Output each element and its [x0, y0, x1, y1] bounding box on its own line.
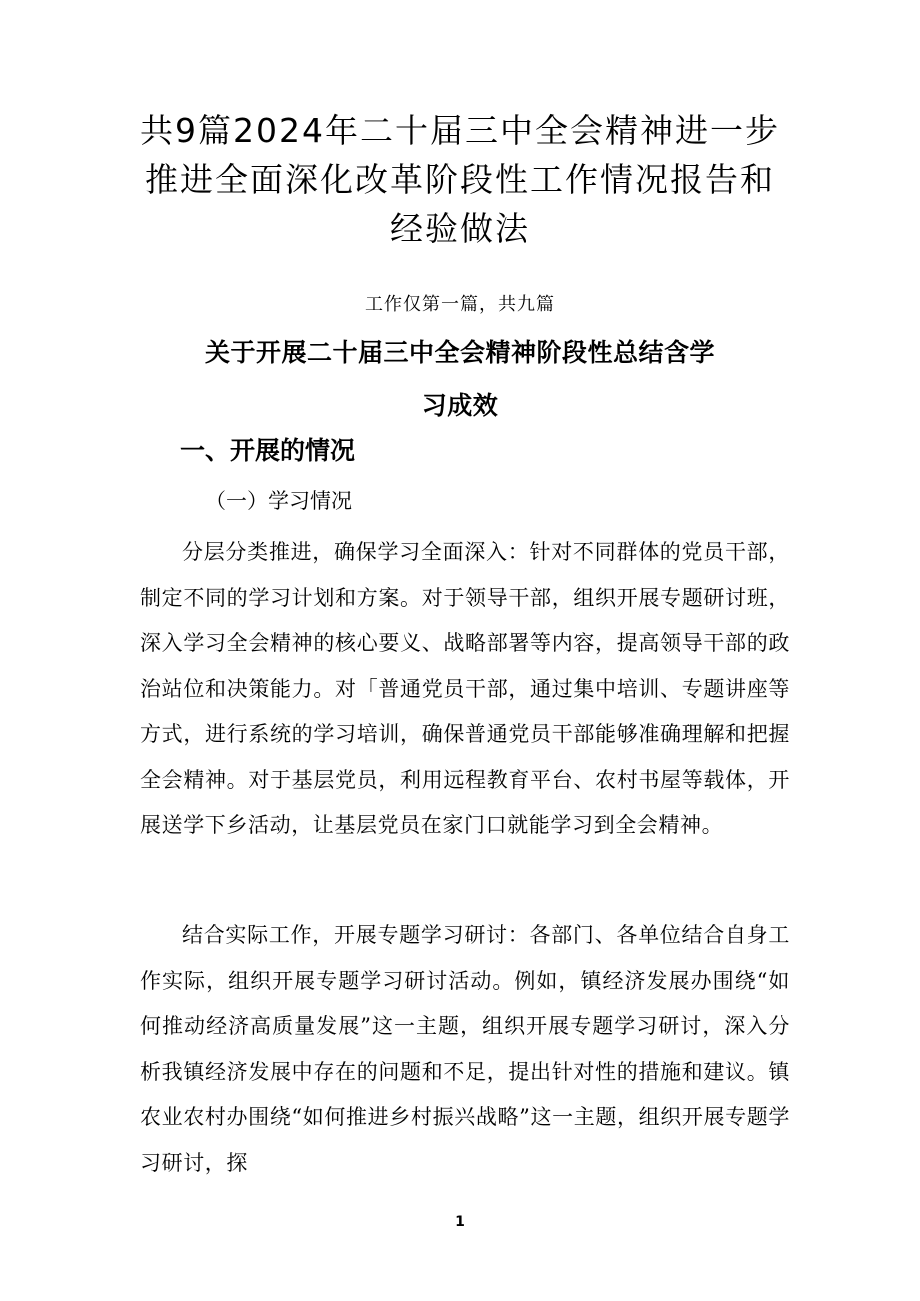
section-heading: 一、开展的情况	[180, 436, 356, 465]
subsection-heading: （一）学习情况	[205, 489, 352, 513]
article-title-line-2: 习成效	[421, 391, 499, 420]
document-title-line-1: 共9篇2024年二十届三中全会精神进一步	[140, 111, 780, 150]
document-title-line-2: 推进全面深化改革阶段性工作情况报告和	[145, 160, 775, 199]
article-title-line-1: 关于开展二十届三中全会精神阶段性总结含学	[204, 338, 715, 367]
body-paragraph-2: 结合实际工作，开展专题学习研讨：各部门、各单位结合自身工作实际，组织开展专题学习研讨活动。例如，镇经济发展办围绕“如何推动经济高质量发展”这一主题，组织开展专题学习研讨，深入分析我镇经济发展中存在的问题和不足，提出针对性的措施和建议。镇农业农村办围绕“如何推进乡村振兴战略”这一主题，组织开展专题学习研讨，探	[140, 923, 790, 1175]
part-note: 工作仅第一篇，共九篇	[365, 294, 555, 315]
body-paragraph-1: 分层分类推进，确保学习全面深入：针对不同群体的党员干部，制定不同的学习计划和方案。对于领导干部，组织开展专题研讨班，深入学习全会精神的核心要义、战略部署等内容，提高领导干部的政治站位和决策能力。对「普通党员干部，通过集中培训、专题讲座等方式，进行系统的学习培训，确保普通党员干部能够准确理解和把握全会精神。对于基层党员，利用远程教育平台、农村书屋等载体，开展送学下乡活动，让基层党员在家门口就能学习到全会精神。	[140, 540, 790, 837]
document-title-line-3: 经验做法	[390, 209, 530, 248]
page-number: 1	[455, 1214, 465, 1230]
